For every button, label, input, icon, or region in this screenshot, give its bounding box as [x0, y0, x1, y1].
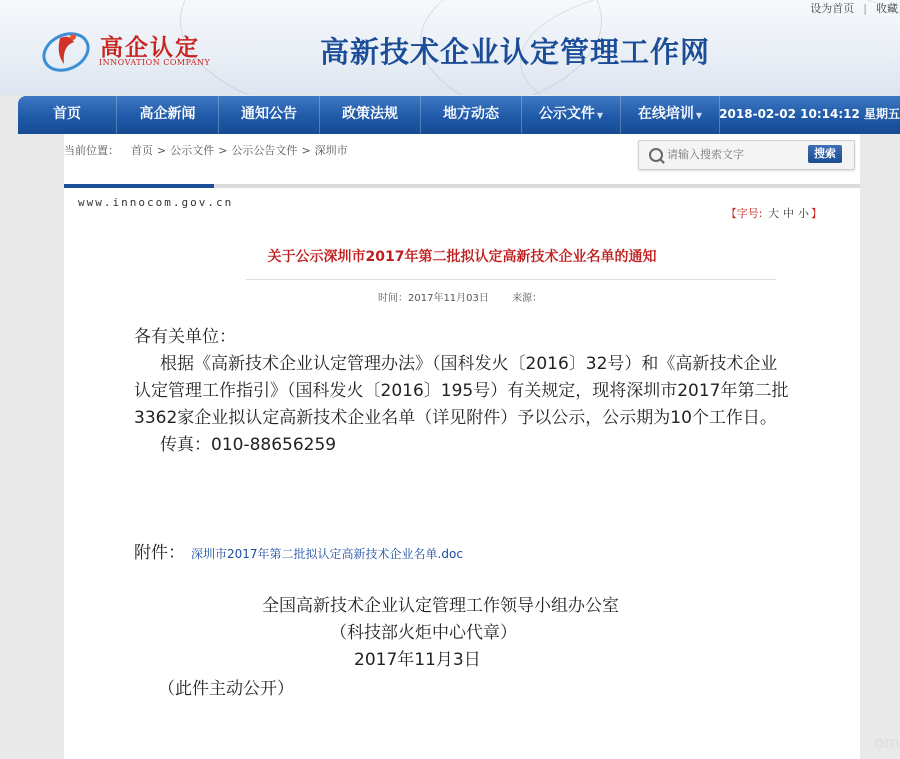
- fax-line: 传真：010-88656259: [160, 435, 337, 455]
- search-button[interactable]: 搜索: [808, 145, 842, 163]
- source-label: 来源：: [512, 293, 543, 304]
- body-paragraph: 根据《高新技术企业认定管理办法》（国科发火〔2016〕32号）和《高新技术企业认定管理工作指引》（国科发火〔2016〕195号）有关规定，现将深圳市2017年第二批3362家企业拟认定高新技术企业名单（详见附件）予以公示，公示期为10个工作日。: [134, 354, 789, 428]
- content-panel: [64, 134, 860, 759]
- divider: [246, 279, 776, 280]
- nav-label: 通知公告: [241, 106, 297, 122]
- breadcrumb-label: 当前位置：: [64, 144, 119, 157]
- font-size-label: 字号:: [736, 207, 763, 220]
- nav-label: 地方动态: [443, 106, 499, 122]
- nav-item-local-news[interactable]: [421, 96, 522, 134]
- nav-item-public-files[interactable]: [522, 96, 621, 134]
- logo-subtitle: INNOVATION COMPANY: [99, 58, 211, 67]
- nav-item-home[interactable]: [18, 96, 117, 134]
- search-icon: [649, 148, 663, 162]
- divider: [64, 184, 860, 188]
- font-size-large[interactable]: 大: [768, 207, 779, 220]
- signature-seal: （科技部火炬中心代章）: [330, 623, 517, 643]
- attachment: [134, 538, 463, 563]
- breadcrumb-separator: >: [218, 144, 228, 157]
- main-nav: [18, 96, 900, 134]
- site-title: 高新技术企业认定管理工作网: [320, 35, 711, 69]
- nav-label: 政策法规: [342, 106, 398, 122]
- nav-label: 首页: [53, 106, 81, 122]
- font-size-switcher: [726, 205, 822, 221]
- bookmark-link[interactable]: 收藏: [876, 2, 898, 15]
- signature-date: 2017年11月3日: [354, 650, 481, 670]
- breadcrumb-separator: >: [157, 144, 167, 157]
- salutation: 各有关单位：: [134, 327, 236, 347]
- nav-item-news[interactable]: [117, 96, 219, 134]
- nav-item-notices[interactable]: [219, 96, 320, 134]
- search-box: [638, 140, 855, 170]
- breadcrumb-item[interactable]: 深圳市: [314, 144, 348, 157]
- breadcrumb-item[interactable]: 首页: [131, 144, 153, 157]
- article-meta: [378, 289, 542, 304]
- chevron-down-icon: ▼: [695, 111, 703, 120]
- nav-item-online-training[interactable]: [621, 96, 720, 134]
- site-url: www.innocom.gov.cn: [78, 196, 234, 209]
- breadcrumb-separator: >: [301, 144, 311, 157]
- signature-org: 全国高新技术企业认定管理工作领导小组办公室: [262, 596, 619, 616]
- nav-label: 高企新闻: [139, 106, 196, 122]
- top-links: [810, 0, 898, 16]
- publish-date: 2017年11月03日: [408, 293, 489, 304]
- logo-text[interactable]: 高企认定: [100, 35, 200, 61]
- attachment-link[interactable]: 深圳市2017年第二批拟认定高新技术企业名单.doc: [191, 547, 463, 561]
- current-datetime: 2018-02-02 10:14:12 星期五: [719, 107, 900, 121]
- article-title: 关于公示深圳市2017年第二批拟认定高新技术企业名单的通知: [267, 249, 657, 265]
- nav-label: 公示文件: [538, 106, 595, 122]
- time-label: 时间：: [378, 293, 408, 304]
- set-homepage-link[interactable]: 设为首页: [810, 2, 855, 15]
- divider: |: [863, 2, 867, 15]
- font-size-small[interactable]: 小: [798, 207, 809, 220]
- font-size-medium[interactable]: 中: [783, 207, 794, 220]
- article-body: [134, 324, 794, 459]
- header-banner: [0, 0, 900, 95]
- logo-icon[interactable]: [40, 24, 92, 76]
- divider-accent: [64, 184, 214, 188]
- nav-item-policies[interactable]: [320, 96, 421, 134]
- watermark: om: [874, 733, 900, 752]
- bracket: 】: [811, 207, 822, 220]
- breadcrumb-item[interactable]: 公示文件: [170, 144, 215, 157]
- breadcrumb-item[interactable]: 公示公告文件: [231, 144, 298, 157]
- chevron-down-icon: ▼: [596, 111, 604, 120]
- bracket: 【: [725, 207, 737, 220]
- attachment-label: 附件：: [134, 543, 185, 563]
- public-note: （此件主动公开）: [158, 679, 294, 699]
- breadcrumb: [64, 142, 348, 158]
- signature-block: [244, 593, 664, 674]
- search-input[interactable]: [667, 145, 807, 163]
- nav-label: 在线培训: [637, 106, 694, 122]
